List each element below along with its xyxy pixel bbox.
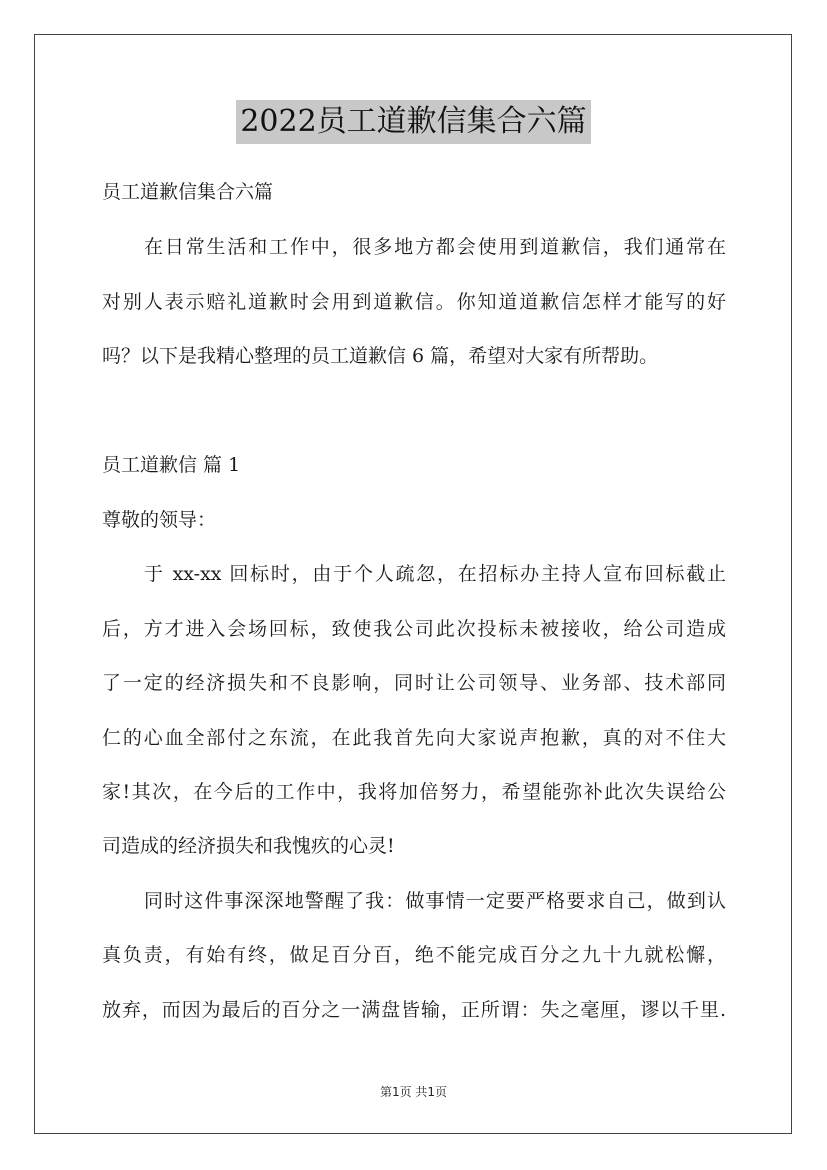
section-heading: 员工道歉信 篇 1 [102,454,241,476]
paragraph-line: 了一定的经济损失和不良影响，同时让公司领导、业务部、技术部同 [102,672,726,694]
document-subtitle: 员工道歉信集合六篇 [102,181,274,203]
paragraph-line: 放弃，而因为最后的百分之一满盘皆输，正所谓：失之毫厘，谬以千里. [102,999,726,1021]
page-footer: 第1页 共1页 [379,1085,448,1099]
intro-line: 在日常生活和工作中，很多地方都会使用到道歉信，我们通常在 [144,236,726,258]
intro-line: 吗？以下是我精心整理的员工道歉信 6 篇，希望对大家有所帮助。 [102,345,659,367]
paragraph-line: 司造成的经济损失和我愧疚的心灵! [102,835,395,857]
salutation: 尊敬的领导： [102,509,217,531]
paragraph-line: 真负责，有始有终，做足百分百，绝不能完成百分之九十九就松懈， [102,944,726,966]
title-wrap [0,100,827,144]
paragraph-line: 于 xx-xx 回标时，由于个人疏忽，在招标办主持人宣布回标截止 [144,563,726,585]
paragraph-line: 后，方才进入会场回标，致使我公司此次投标未被接收，给公司造成 [102,618,726,640]
paragraph-line: 仁的心血全部付之东流，在此我首先向大家说声抱歉，真的对不住大 [102,727,726,749]
document-title: 2022员工道歉信集合六篇 [236,100,590,144]
intro-line: 对别人表示赔礼道歉时会用到道歉信。你知道道歉信怎样才能写的好 [102,291,726,313]
paragraph-line: 同时这件事深深地警醒了我：做事情一定要严格要求自己，做到认 [144,890,726,912]
paragraph-line: 家!其次，在今后的工作中，我将加倍努力，希望能弥补此次失误给公 [102,781,726,803]
